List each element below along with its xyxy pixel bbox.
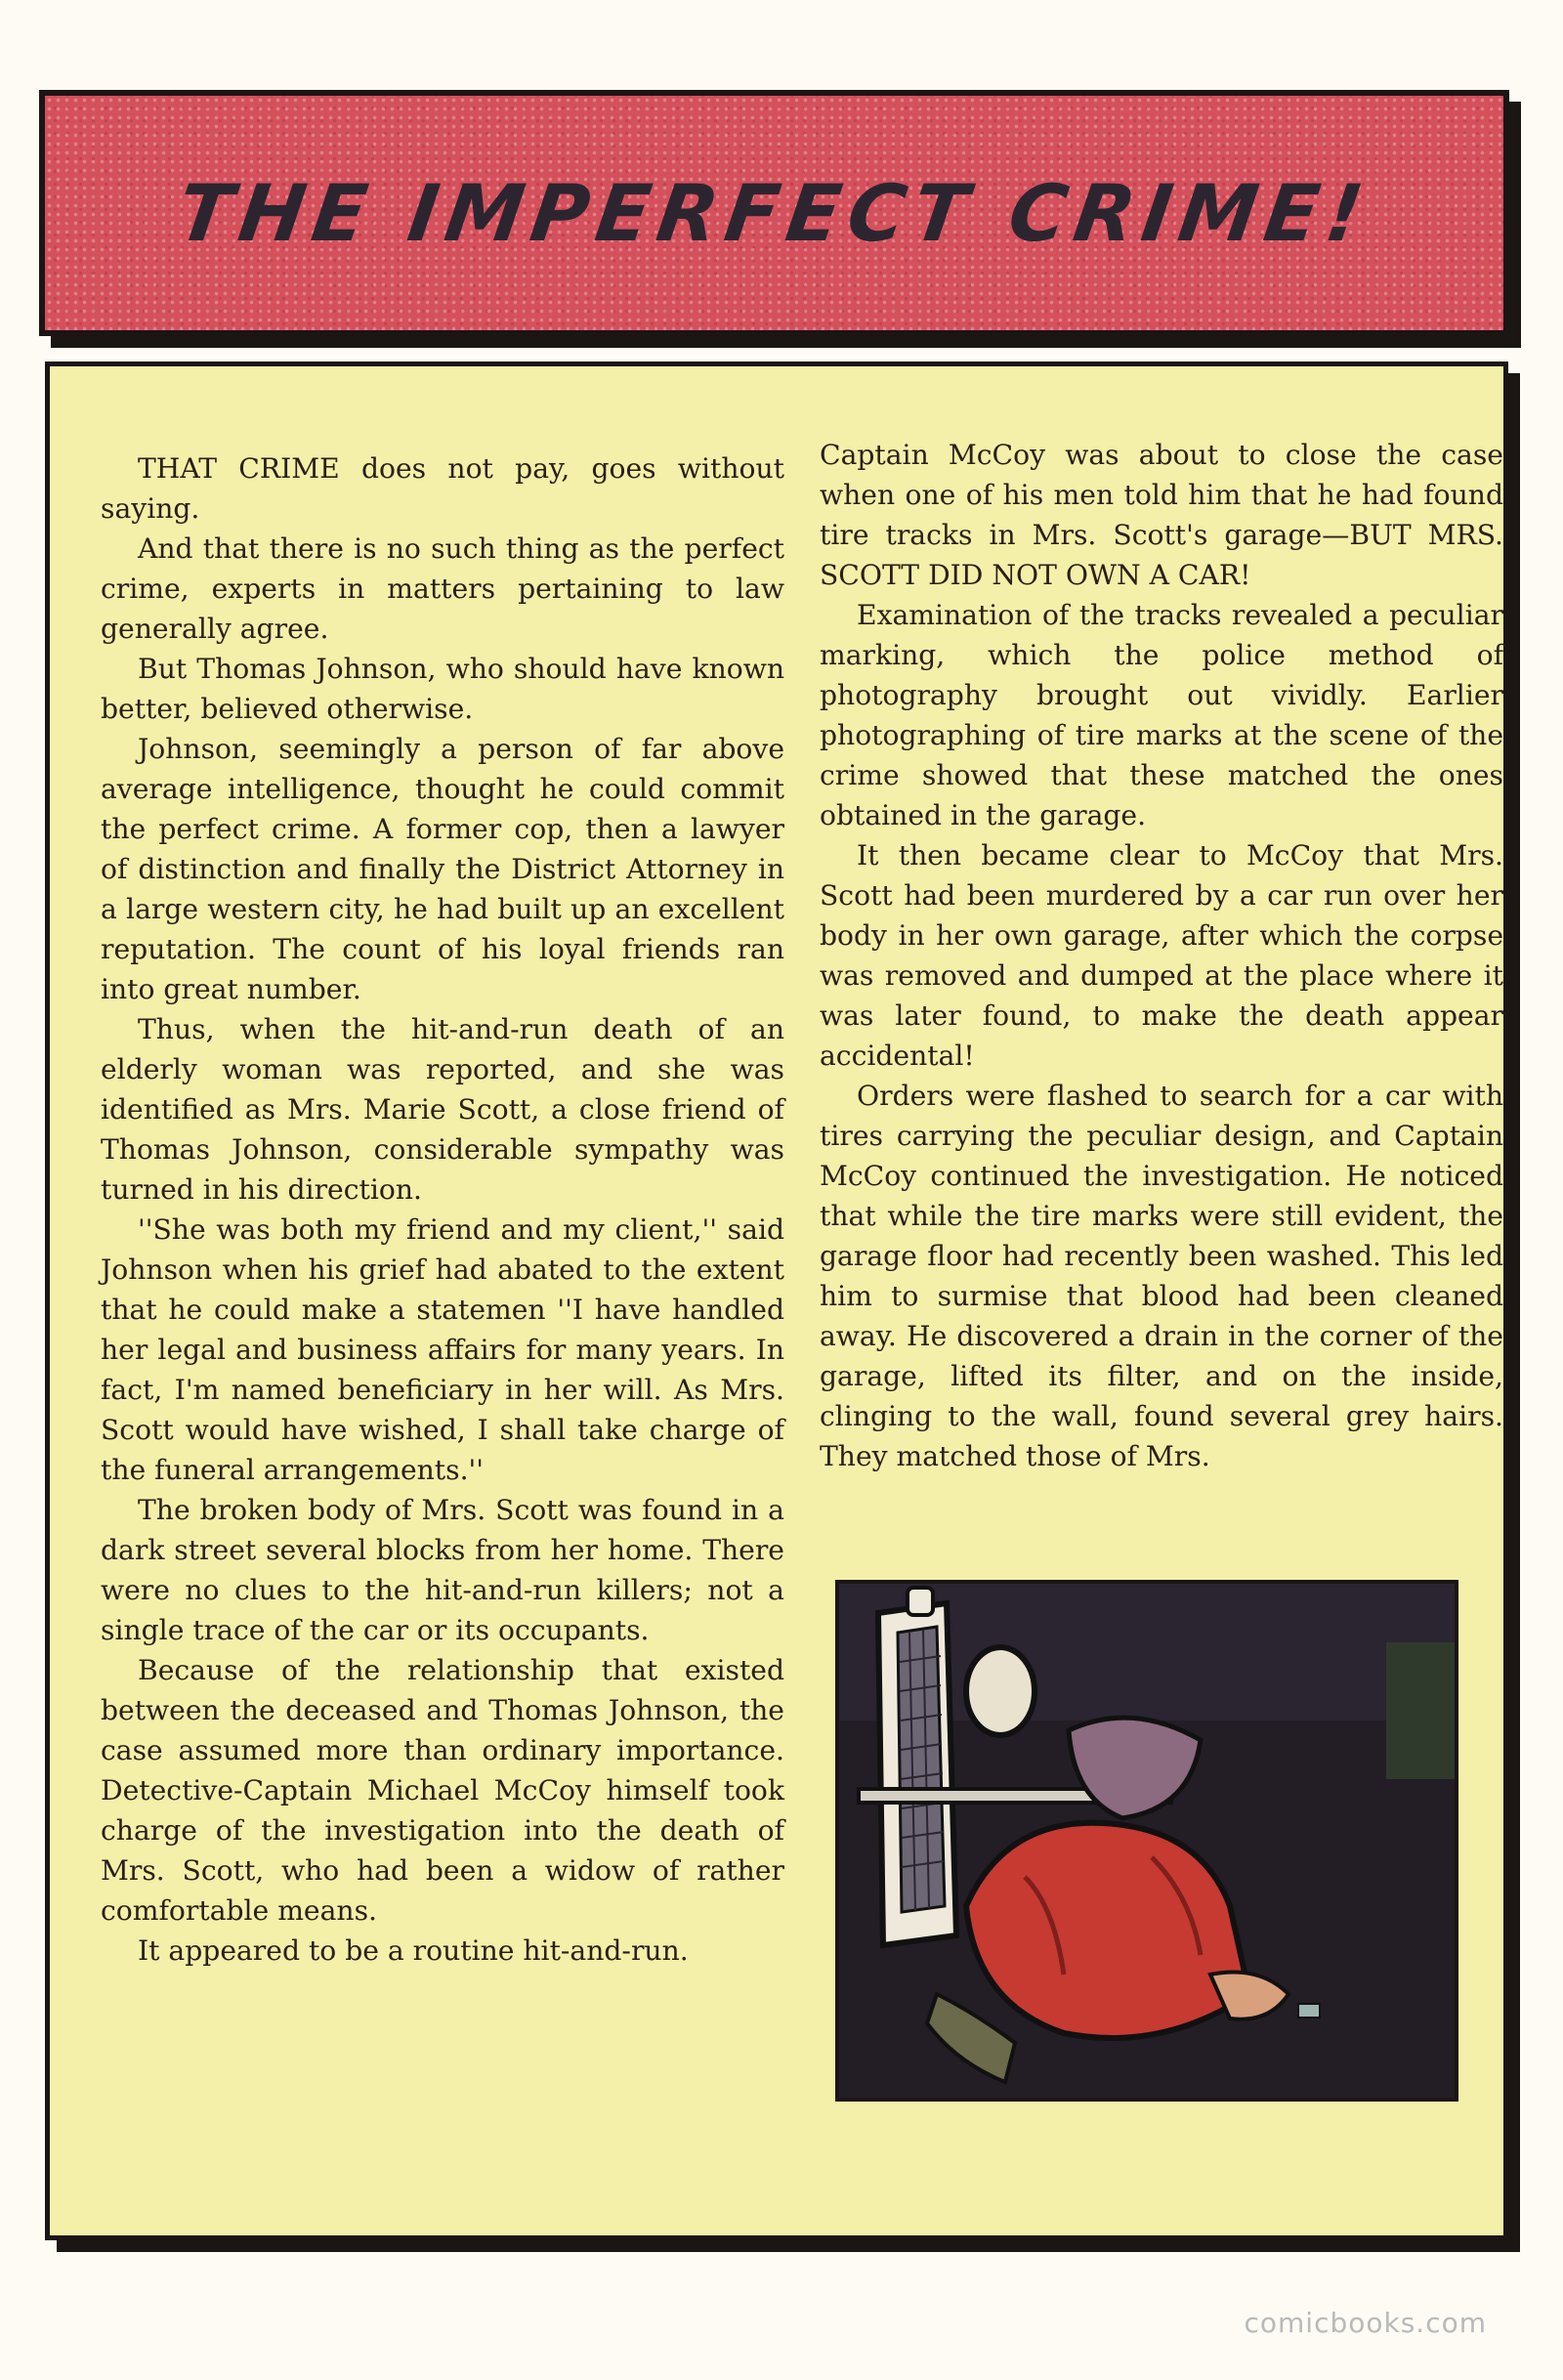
article-paragraph: Examination of the tracks revealed a peculiar marking, which the police method of photography brought out vividly. Earlier photographing of tire marks at the scene of the crime showed that these matched the ones obtained in the garage. (820, 599, 1503, 831)
article-paragraph: Thus, when the hit-and-run death of an elderly woman was reported, and she was identified as Mrs. Marie Scott, a close friend of Thomas Johnson, considerable sympathy was turned in his direction. (101, 1013, 784, 1206)
article-paragraph: Captain McCoy was about to close the case when one of his men told him that he had found tire tracks in Mrs. Scott's garage—BUT MRS. SCOTT DID NOT OWN A CAR! (820, 439, 1503, 591)
article-paragraph: Orders were flashed to search for a car with tires carrying the peculiar design, and Captain McCoy continued the investigation. He noticed that while the tire marks were still evident, the garage floor had recently been washed. This led him to surmise that blood had been cleaned away. He discovered a drain in the corner of the garage, lifted its filter, and on the inside, clinging to the wall, found several grey hairs. They matched those of Mrs. (820, 1080, 1503, 1472)
article-paragraph: But Thomas Johnson, who should have known better, believed otherwise. (101, 653, 784, 725)
comic-illustration (835, 1580, 1458, 2102)
title-banner (39, 90, 1509, 336)
illustration-drawing (839, 1584, 1455, 2098)
article-column-right (820, 435, 1503, 1476)
site-watermark: comicbooks.com (1244, 2307, 1487, 2339)
article-paragraph: It then became clear to McCoy that Mrs. Scott had been murdered by a car run over her body in her own garage, after which the corpse was removed and dumped at the place where it was later found, to make the death appear accidental! (820, 839, 1503, 1072)
page-title: THE IMPERFECT CRIME! (172, 168, 1376, 259)
article-paragraph: Johnson, seemingly a person of far above average intelligence, thought he could commit the perfect crime. A former cop, then a lawyer of distinction and finally the District Attorney in a large western city, he had built up an excellent reputation. The count of his loyal friends ran into great number. (101, 733, 784, 1005)
article-paragraph: Because of the relationship that existed between the deceased and Thomas Johnson, the case assumed more than ordinary importance. Detective-Captain Michael McCoy himself took charge of the investigation into the death of Mrs. Scott, who had been a widow of rather comfortable means. (101, 1654, 784, 1927)
article-paragraph: And that there is no such thing as the perfect crime, experts in matters pertaining to law generally agree. (101, 532, 784, 645)
article-panel (45, 361, 1508, 2240)
article-column-left (101, 448, 784, 1971)
article-paragraph: The broken body of Mrs. Scott was found in a dark street several blocks from her home. There were no clues to the hit-and-run killers; not a single trace of the car or its occupants. (101, 1494, 784, 1646)
article-paragraph: ''She was both my friend and my client,'' said Johnson when his grief had abated to the extent that he could make a statemen ''I have handled her legal and business affairs for many years. In fact, I'm named beneficiary in her will. As Mrs. Scott would have wished, I shall take charge of the funeral arrangements.'' (101, 1213, 784, 1486)
article-paragraph: It appeared to be a routine hit-and-run. (138, 1934, 689, 1967)
article-paragraph: THAT CRIME does not pay, goes without saying. (101, 452, 784, 525)
